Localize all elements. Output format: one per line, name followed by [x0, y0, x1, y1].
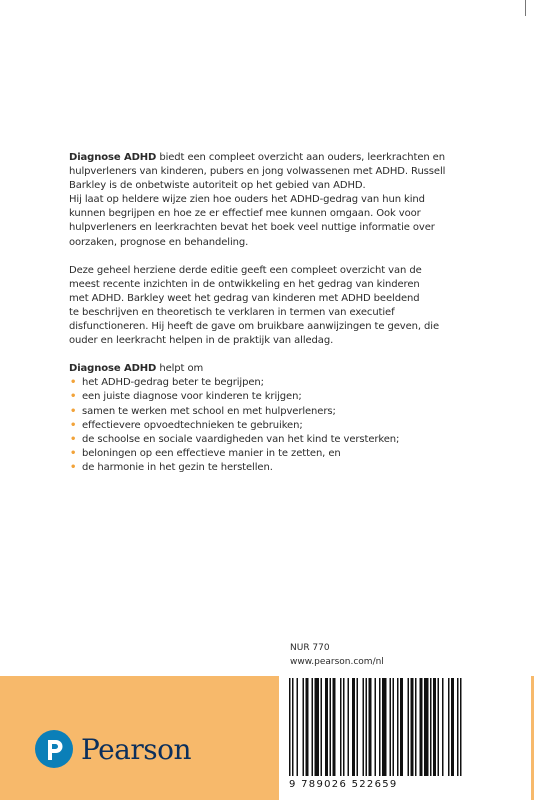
- barcode-bar: [315, 678, 320, 776]
- barcode-bar: [424, 678, 429, 776]
- list-item: • de harmonie in het gezin te herstellen.: [69, 461, 469, 475]
- barcode-bar: [430, 678, 432, 776]
- barcode-bar: [297, 678, 299, 776]
- barcode-bar: [457, 678, 459, 776]
- back-cover-text: [69, 151, 469, 475]
- barcode-bars: [287, 678, 523, 778]
- barcode-bar: [451, 678, 454, 776]
- barcode-bar: [312, 678, 314, 776]
- bullet-icon: •: [70, 433, 77, 445]
- bullet-icon: •: [70, 405, 77, 417]
- edition-paragraph: Deze geheel herziene derde editie geeft een compleet overzicht van de meest recente inzichten in de ontwikkeling en het gedrag van kinderen met ADHD. Barkley weet het gedrag van kinderen met ADHD beeldend te beschrijven en theoretisch te verklaren in termen van executief disfunctioneren. Hij heeft de gave om bruikbare aanwijzingen te geven, die ouder en leerkracht helpen in de praktijk van alledag.: [69, 264, 440, 347]
- bullet-icon: •: [70, 391, 77, 403]
- barcode-bar: [306, 678, 309, 776]
- barcode-bar: [366, 678, 368, 776]
- pearson-logo: [35, 730, 191, 768]
- list-item: • het ADHD-gedrag beter te begrijpen;: [69, 376, 469, 390]
- barcode-bar: [325, 678, 328, 776]
- barcode-bar: [433, 678, 436, 776]
- barcode-bar: [415, 678, 417, 776]
- bullet-icon: •: [70, 461, 77, 473]
- list-item: • een juiste diagnose voor kinderen te krijgen;: [69, 390, 469, 404]
- bullet-icon: •: [70, 377, 77, 389]
- crop-mark: [525, 0, 526, 16]
- barcode-bar: [420, 678, 423, 776]
- helps-section: [69, 362, 469, 475]
- benefits-list: [69, 376, 469, 475]
- list-item: • de schoolse en sociale vaardigheden van het kind te versterken;: [69, 433, 469, 447]
- barcode-bar: [352, 678, 355, 776]
- bullet-icon: •: [70, 419, 77, 431]
- barcode-bar: [382, 678, 387, 776]
- list-item: • samen te werken met school en met hulpverleners;: [69, 405, 469, 419]
- publisher-website: www.pearson.com/nl: [290, 657, 384, 667]
- isbn-digits: 9 789026 522659: [289, 779, 398, 790]
- barcode-bar: [397, 678, 399, 776]
- barcode-bar: [448, 678, 450, 776]
- title-bold: Diagnose ADHD: [69, 152, 157, 163]
- barcode-bar: [289, 678, 291, 776]
- barcode-bar: [442, 678, 444, 776]
- barcode-bar: [357, 678, 359, 776]
- bullet-icon: •: [70, 447, 77, 459]
- barcode-bar: [363, 678, 365, 776]
- barcode-bar: [369, 678, 372, 776]
- pearson-p-icon: [35, 730, 73, 768]
- barcode-bar: [321, 678, 323, 776]
- barcode-bar: [375, 678, 377, 776]
- intro-paragraph: Diagnose ADHD biedt een compleet overzicht aan ouders, leerkrachten en hulpverleners van kinderen, pubers en jong volwassenen met ADHD. Russell Barkley is de onbetwiste autoriteit op het gebied van ADHD. Hij laat op heldere wijze zien hoe ouders het ADHD-gedrag van hun kind kunnen begrijpen en hoe ze er effectief mee kunnen omgaan. Ook voor hulpverleners en leerkrachten bevat het boek veel nuttige informatie over oorzaken, prognose en behandeling.: [69, 152, 446, 248]
- barcode-bar: [438, 678, 440, 776]
- list-item: • beloningen op een effectieve manier in te zetten, en: [69, 447, 469, 461]
- barcode-bar: [411, 678, 414, 776]
- list-item: • effectievere opvoedtechnieken te gebruiken;: [69, 419, 469, 433]
- barcode-bar: [303, 678, 305, 776]
- barcode-bar: [393, 678, 395, 776]
- barcode-bar: [340, 678, 342, 776]
- barcode-bar: [379, 678, 381, 776]
- barcode-bar: [400, 678, 403, 776]
- barcode-bar: [343, 678, 345, 776]
- barcode-bar: [333, 678, 336, 776]
- publisher-info: [290, 641, 384, 669]
- barcode-bar: [408, 678, 410, 776]
- barcode-bar: [292, 678, 294, 776]
- barcode-bar: [330, 678, 332, 776]
- helps-heading: Diagnose ADHD helpt om: [69, 363, 204, 375]
- barcode: [279, 676, 531, 800]
- barcode-bar: [460, 678, 462, 776]
- barcode-bar: [390, 678, 392, 776]
- nur-code: NUR 770: [290, 643, 330, 653]
- barcode-bar: [348, 678, 350, 776]
- pearson-wordmark: Pearson: [81, 732, 191, 766]
